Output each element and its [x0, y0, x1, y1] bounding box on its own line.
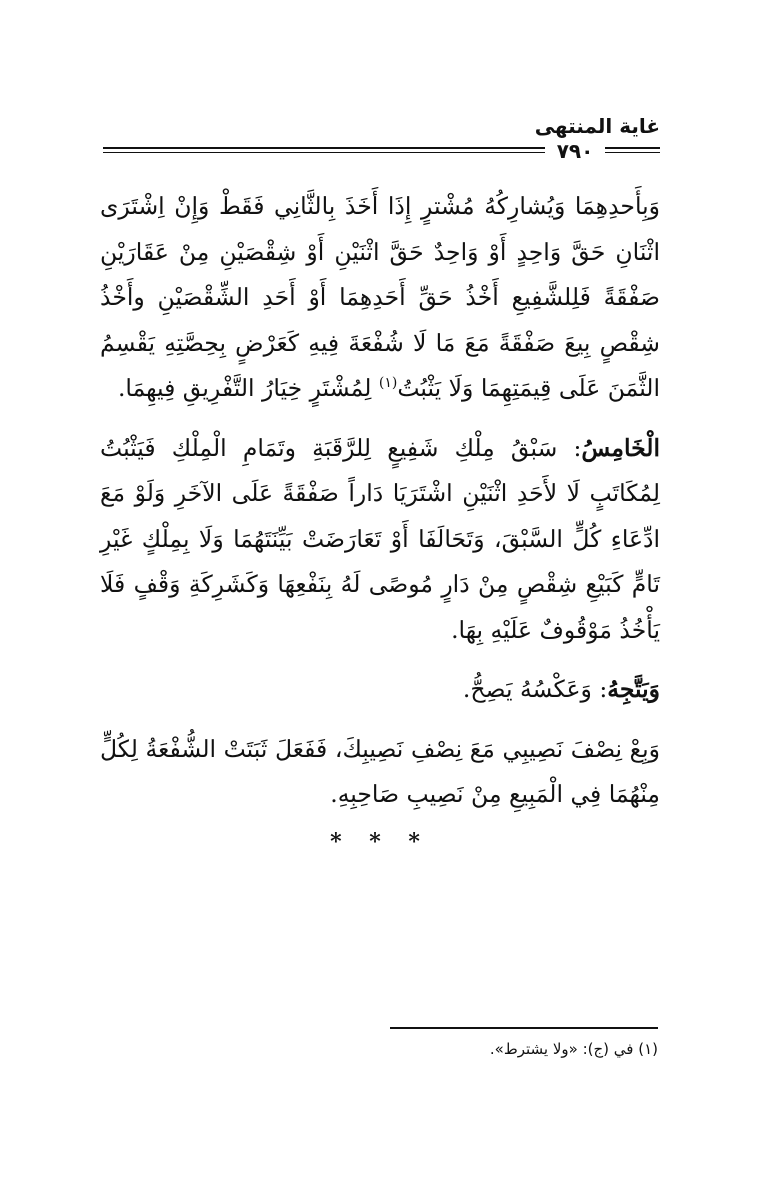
paragraph-2-text: : سَبْقُ مِلْكِ شَفِيعٍ لِلرَّقَبَةِ وتَمَامِ الْمِلْكِ فَيَثْبُتُ لِمُكَاتَبٍ لَا لأَحَدِ اثْنَيْنِ اشْتَرَيَا دَاراً صَفْقَةً عَلَى الآخَرِ وَلَوْ مَعَ ادِّعَاءِ كُلٍّ السَّبْقَ، وَتَحَالَفَا أَوْ تَعَارَضَتْ بَيِّنَتَهُمَا وَلَا بِمِلْكٍ غَيْرِ تَامٍّ كَبَيْعِ شِقْصٍ مِنْ دَارٍ مُوصًى لَهُ بِنَفْعِهَا وَكَشَرِكَةِ وَقْفٍ فَلَا يَأْخُذُ مَوْقُوفٌ عَلَيْهِ بِهَا. — [100, 433, 660, 644]
paragraph-1-text: وَبِأَحدِهِمَا وَيُشارِكُهُ مُشْترٍ إِذَا أَخَذَ بِالثَّانِي فَقَطْ وَإِنْ اِشْتَرَى اثْنَانِ حَقَّ وَاحِدٍ أَوْ وَاحِدٌ حَقَّ اثْنَيْنِ أَوْ شِقْصَيْنِ مِنْ عَقَارَيْنِ صَفْقَةً فَلِلشَّفِيعِ أَخْذُ حَقِّ أَحَدِهِمَا أَوْ أَحَدِ الشِّقْصَيْنِ وأَخْذُ شِقْصٍ بِيعَ صَفْقَةً مَعَ مَا لَا شُفْعَةَ فِيهِ كَعَرْضٍ بِحِصَّتِهِ يَقْسِمُ الثَّمَنَ عَلَى قِيمَتِهِمَا وَلَا يَثْبُتُ — [100, 192, 660, 402]
paragraph-4 — [100, 727, 660, 818]
section-separator: * * * — [330, 828, 430, 855]
running-header-title: غاية المنتهى — [534, 114, 660, 138]
paragraph-1 — [100, 184, 660, 412]
section-term-yattajih: وَيَتَّجِهُ — [607, 675, 660, 703]
footnote-1: (١) في (ج): «ولا يشترط». — [489, 1040, 658, 1058]
paragraph-2 — [100, 426, 660, 654]
footnote-reference[interactable]: (١) — [378, 375, 398, 392]
page-number: ٧٩٠ — [545, 140, 605, 162]
section-term-fifth: الْخَامِسُ — [581, 433, 660, 462]
paragraph-4-text: وَبِعْ نِصْفَ نَصِيبِي مَعَ نِصْفِ نَصِيبِكَ، فَفَعَلَ ثَبَتَتْ الشُّفْعَةُ لِكُلٍّ مِنْهُمَا فِي الْمَبِيعِ مِنْ نَصِيبِ صَاحِبِهِ. — [100, 734, 660, 808]
paragraph-1-end: لِمُشْتَرٍ خِيَارُ التَّفْرِيقِ فِيهِمَا. — [117, 374, 379, 402]
paragraph-3-text: : وَعَكْسُهُ يَصِحُّ. — [462, 675, 608, 703]
paragraph-3 — [100, 667, 660, 713]
main-text — [100, 184, 660, 865]
footnote-rule — [390, 1027, 658, 1029]
